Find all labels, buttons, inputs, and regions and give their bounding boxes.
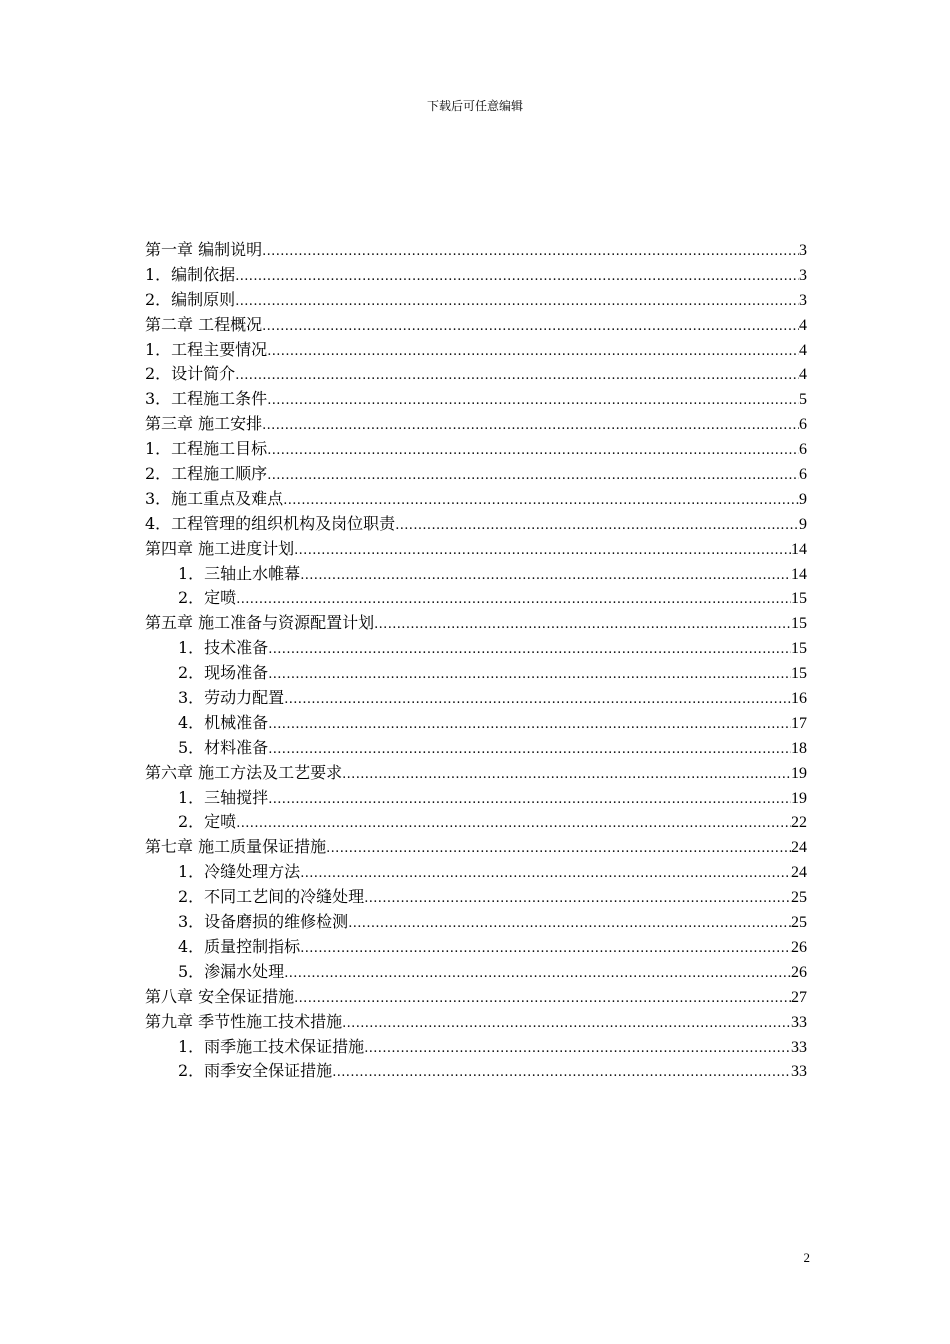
toc-entry-page: 3 bbox=[799, 291, 807, 309]
toc-dot-leader bbox=[395, 514, 799, 539]
toc-entry[interactable] bbox=[145, 860, 807, 885]
toc-entry-title: 5．渗漏水处理 bbox=[178, 961, 285, 981]
toc-entry[interactable] bbox=[145, 288, 807, 313]
toc-dot-leader bbox=[267, 464, 799, 489]
toc-entry[interactable] bbox=[145, 661, 807, 686]
toc-entry-page: 6 bbox=[799, 466, 807, 484]
toc-entry[interactable] bbox=[145, 686, 807, 711]
toc-entry-page: 4 bbox=[799, 341, 807, 359]
toc-entry-page: 15 bbox=[791, 640, 807, 658]
toc-entry-title: 2．现场准备 bbox=[178, 663, 269, 683]
toc-entry[interactable] bbox=[145, 985, 807, 1010]
toc-entry-page: 19 bbox=[791, 764, 807, 782]
toc-entry-title: 1．三轴搅拌 bbox=[178, 787, 269, 807]
toc-entry-title: 1．技术准备 bbox=[178, 638, 269, 658]
toc-dot-leader bbox=[374, 613, 791, 638]
toc-entry-title: 第五章 施工准备与资源配置计划 bbox=[145, 613, 375, 633]
toc-dot-leader bbox=[235, 290, 799, 315]
toc-entry-title: 5．材料准备 bbox=[178, 737, 269, 757]
toc-entry-title: 第六章 施工方法及工艺要求 bbox=[145, 762, 343, 782]
toc-entry-title: 1．雨季施工技术保证措施 bbox=[178, 1036, 365, 1056]
toc-dot-leader bbox=[267, 340, 799, 365]
toc-entry[interactable] bbox=[145, 736, 807, 761]
toc-entry-title: 3．劳动力配置 bbox=[178, 688, 285, 708]
toc-entry[interactable] bbox=[145, 313, 807, 338]
toc-entry-page: 18 bbox=[791, 739, 807, 757]
toc-entry-page: 26 bbox=[791, 938, 807, 956]
toc-entry-page: 22 bbox=[791, 814, 807, 832]
toc-dot-leader bbox=[364, 887, 791, 912]
toc-entry-page: 14 bbox=[791, 540, 807, 558]
toc-entry-title: 4．质量控制指标 bbox=[178, 936, 301, 956]
toc-entry-title: 第八章 安全保证措施 bbox=[145, 986, 295, 1006]
toc-dot-leader bbox=[348, 912, 791, 937]
toc-entry[interactable] bbox=[145, 935, 807, 960]
toc-entry-page: 33 bbox=[791, 1063, 807, 1081]
toc-entry-title: 2．雨季安全保证措施 bbox=[178, 1061, 333, 1081]
toc-entry[interactable] bbox=[145, 387, 807, 412]
toc-entry-title: 第二章 工程概况 bbox=[145, 314, 263, 334]
table-of-contents bbox=[145, 238, 807, 1084]
toc-entry-title: 1．三轴止水帷幕 bbox=[178, 563, 301, 583]
toc-dot-leader bbox=[268, 638, 791, 663]
toc-entry-title: 2．不同工艺间的冷缝处理 bbox=[178, 887, 365, 907]
toc-entry-page: 17 bbox=[791, 714, 807, 732]
toc-dot-leader bbox=[283, 489, 799, 514]
toc-dot-leader bbox=[268, 788, 791, 813]
toc-dot-leader bbox=[342, 1012, 791, 1037]
toc-entry-title: 3．工程施工条件 bbox=[145, 389, 268, 409]
toc-entry-title: 2．工程施工顺序 bbox=[145, 464, 268, 484]
toc-entry[interactable] bbox=[145, 512, 807, 537]
toc-dot-leader bbox=[262, 315, 799, 340]
toc-entry-title: 2．定喷 bbox=[178, 812, 237, 832]
toc-entry-title: 4．机械准备 bbox=[178, 712, 269, 732]
toc-entry-title: 3．设备磨损的维修检测 bbox=[178, 912, 349, 932]
toc-entry[interactable] bbox=[145, 462, 807, 487]
toc-entry[interactable] bbox=[145, 586, 807, 611]
toc-entry[interactable] bbox=[145, 1059, 807, 1084]
toc-entry[interactable] bbox=[145, 910, 807, 935]
toc-entry[interactable] bbox=[145, 636, 807, 661]
toc-entry[interactable] bbox=[145, 238, 807, 263]
toc-entry-title: 1．工程施工目标 bbox=[145, 439, 268, 459]
toc-entry[interactable] bbox=[145, 786, 807, 811]
toc-entry-page: 27 bbox=[791, 988, 807, 1006]
toc-dot-leader bbox=[294, 539, 791, 564]
toc-dot-leader bbox=[268, 713, 791, 738]
toc-entry[interactable] bbox=[145, 362, 807, 387]
toc-dot-leader bbox=[284, 688, 791, 713]
toc-entry-title: 第四章 施工进度计划 bbox=[145, 538, 295, 558]
toc-entry-page: 25 bbox=[791, 889, 807, 907]
page-number: 2 bbox=[803, 1250, 810, 1265]
toc-dot-leader bbox=[236, 588, 791, 613]
toc-entry-page: 14 bbox=[791, 565, 807, 583]
toc-dot-leader bbox=[332, 1061, 791, 1086]
toc-entry[interactable] bbox=[145, 885, 807, 910]
toc-entry-title: 1．编制依据 bbox=[145, 264, 236, 284]
page-header: 下载后可任意编辑 bbox=[426, 99, 523, 113]
toc-entry[interactable] bbox=[145, 711, 807, 736]
toc-entry-title: 2．定喷 bbox=[178, 588, 237, 608]
toc-entry-page: 3 bbox=[799, 242, 807, 259]
toc-dot-leader bbox=[268, 663, 791, 688]
toc-entry-page: 15 bbox=[791, 590, 807, 608]
toc-entry[interactable] bbox=[145, 1010, 807, 1035]
toc-entry-page: 6 bbox=[799, 441, 807, 459]
toc-dot-leader bbox=[267, 389, 799, 414]
toc-entry-title: 4．工程管理的组织机构及岗位职责 bbox=[145, 513, 396, 533]
toc-entry[interactable] bbox=[145, 1035, 807, 1060]
toc-entry[interactable] bbox=[145, 338, 807, 363]
toc-entry-title: 2．设计简介 bbox=[145, 364, 236, 384]
toc-dot-leader bbox=[294, 987, 791, 1012]
toc-dot-leader bbox=[300, 564, 791, 589]
toc-entry-page: 4 bbox=[799, 366, 807, 384]
toc-entry-page: 5 bbox=[799, 391, 807, 409]
toc-dot-leader bbox=[262, 240, 799, 265]
toc-entry-page: 24 bbox=[791, 864, 807, 882]
toc-dot-leader bbox=[364, 1037, 791, 1062]
toc-dot-leader bbox=[267, 439, 799, 464]
toc-dot-leader bbox=[268, 738, 791, 763]
toc-entry-page: 16 bbox=[791, 690, 807, 708]
toc-dot-leader bbox=[235, 265, 799, 290]
toc-dot-leader bbox=[284, 962, 791, 987]
toc-entry-page: 4 bbox=[799, 316, 807, 334]
toc-dot-leader bbox=[262, 414, 799, 439]
toc-dot-leader bbox=[235, 364, 799, 389]
toc-entry[interactable] bbox=[145, 412, 807, 437]
toc-dot-leader bbox=[342, 763, 791, 788]
toc-entry-page: 9 bbox=[799, 490, 807, 508]
toc-entry-title: 第一章 编制说明 bbox=[145, 240, 263, 259]
toc-entry[interactable] bbox=[145, 263, 807, 288]
toc-entry[interactable] bbox=[145, 437, 807, 462]
toc-entry-title: 第九章 季节性施工技术措施 bbox=[145, 1011, 343, 1031]
toc-entry-page: 15 bbox=[791, 615, 807, 633]
toc-entry[interactable] bbox=[145, 537, 807, 562]
toc-entry-page: 26 bbox=[791, 963, 807, 981]
toc-dot-leader bbox=[300, 862, 791, 887]
toc-dot-leader bbox=[236, 812, 791, 837]
toc-dot-leader bbox=[300, 937, 791, 962]
toc-entry-page: 24 bbox=[791, 839, 807, 857]
toc-entry-page: 19 bbox=[791, 789, 807, 807]
toc-entry-title: 第三章 施工安排 bbox=[145, 414, 263, 434]
toc-entry-page: 6 bbox=[799, 416, 807, 434]
toc-entry-title: 2．编制原则 bbox=[145, 289, 236, 309]
toc-entry[interactable] bbox=[145, 835, 807, 860]
toc-dot-leader bbox=[326, 837, 791, 862]
toc-entry[interactable] bbox=[145, 960, 807, 985]
toc-entry-page: 15 bbox=[791, 665, 807, 683]
toc-entry-title: 第七章 施工质量保证措施 bbox=[145, 837, 327, 857]
toc-entry[interactable] bbox=[145, 611, 807, 636]
toc-entry-page: 25 bbox=[791, 914, 807, 932]
toc-entry-page: 33 bbox=[791, 1013, 807, 1031]
toc-entry[interactable] bbox=[145, 761, 807, 786]
toc-entry-title: 1．工程主要情况 bbox=[145, 339, 268, 359]
toc-entry[interactable] bbox=[145, 810, 807, 835]
toc-entry-page: 9 bbox=[799, 515, 807, 533]
toc-entry-title: 1．冷缝处理方法 bbox=[178, 862, 301, 882]
toc-entry[interactable] bbox=[145, 562, 807, 587]
toc-entry-page: 33 bbox=[791, 1038, 807, 1056]
toc-entry[interactable] bbox=[145, 487, 807, 512]
toc-entry-title: 3．施工重点及难点 bbox=[145, 488, 284, 508]
toc-entry-page: 3 bbox=[799, 266, 807, 284]
